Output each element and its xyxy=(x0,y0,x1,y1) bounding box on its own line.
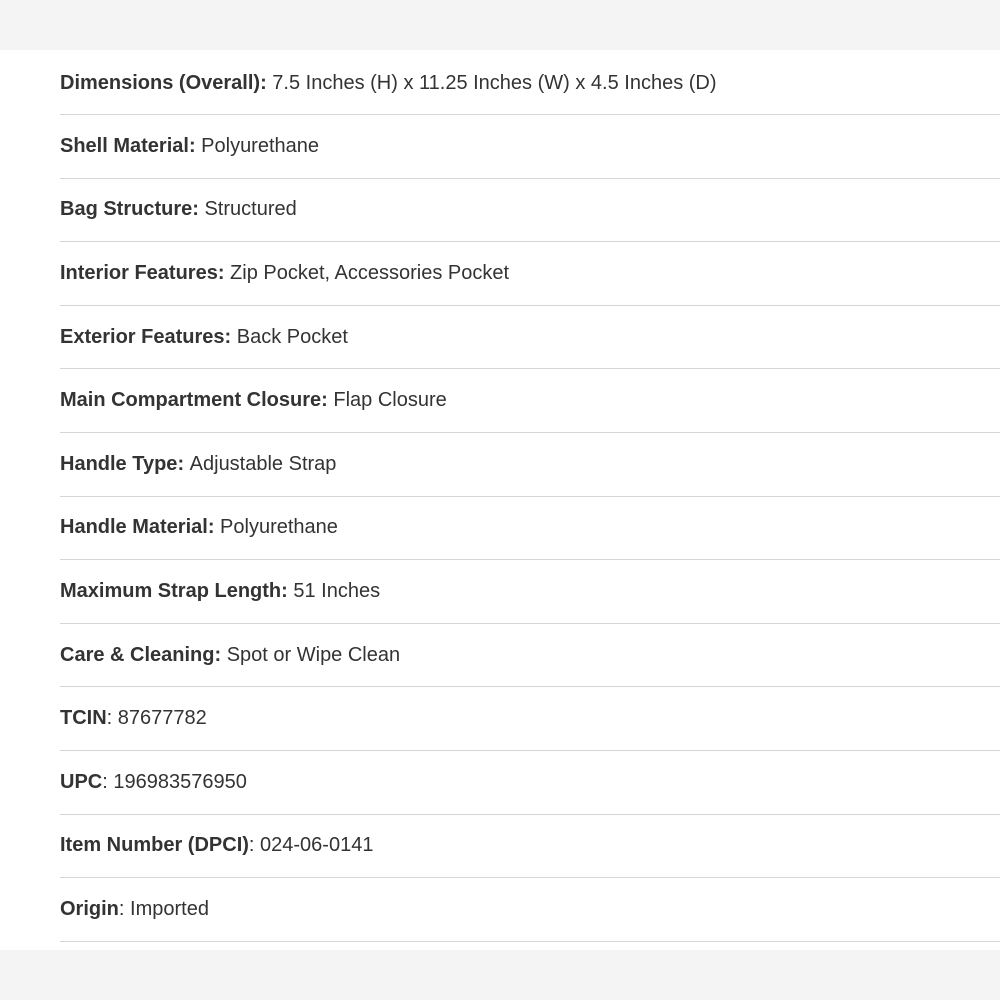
spec-label: UPC xyxy=(60,770,103,793)
spec-separator: : xyxy=(260,71,273,94)
spec-separator: : xyxy=(248,834,261,857)
spec-separator: : xyxy=(214,643,227,666)
spec-label: Handle Material xyxy=(60,516,208,539)
spec-row-dimensions xyxy=(60,52,1000,115)
spec-label: Interior Features xyxy=(60,261,218,284)
spec-row-item-number-dpci xyxy=(60,815,1000,879)
spec-value: Imported xyxy=(130,897,209,920)
specifications-list xyxy=(60,52,1000,942)
spec-row-shell-material xyxy=(60,115,1000,179)
spec-value: 51 Inches xyxy=(293,579,381,602)
spec-separator: : xyxy=(217,261,231,284)
spec-separator: : xyxy=(118,897,131,920)
spec-separator: : xyxy=(106,707,118,730)
spec-value: 196983576950 xyxy=(113,770,247,793)
spec-separator: : xyxy=(207,516,221,539)
spec-value: Structured xyxy=(204,198,297,221)
spec-value: 024-06-0141 xyxy=(260,834,374,857)
spec-separator: : xyxy=(192,198,205,221)
spec-value: Flap Closure xyxy=(333,389,447,412)
spec-value: 7.5 Inches (H) x 11.25 Inches (W) x 4.5 Inches (D) xyxy=(272,71,717,94)
spec-label: Item Number (DPCI) xyxy=(60,834,249,857)
spec-label: Maximum Strap Length xyxy=(60,579,282,602)
spec-label: Handle Type xyxy=(60,452,178,475)
spec-separator: : xyxy=(281,579,294,602)
spec-value: Polyurethane xyxy=(201,134,320,157)
spec-row-handle-material xyxy=(60,497,1000,561)
spec-value: Adjustable Strap xyxy=(189,452,337,475)
spec-label: Origin xyxy=(60,897,119,920)
spec-row-exterior-features xyxy=(60,306,1000,370)
spec-value: Back Pocket xyxy=(236,325,348,348)
spec-value: Zip Pocket, Accessories Pocket xyxy=(230,261,510,284)
spec-row-care-cleaning xyxy=(60,624,1000,688)
spec-separator: : xyxy=(188,134,202,157)
spec-row-handle-type xyxy=(60,433,1000,497)
spec-row-main-compartment-closure xyxy=(60,369,1000,433)
top-background-band xyxy=(0,0,1000,50)
bottom-background-band xyxy=(0,950,1000,1000)
spec-value: Spot or Wipe Clean xyxy=(226,643,401,666)
spec-separator: : xyxy=(321,389,334,412)
spec-row-interior-features xyxy=(60,242,1000,306)
spec-label: Bag Structure xyxy=(60,198,193,221)
spec-row-maximum-strap-length xyxy=(60,560,1000,624)
spec-separator: : xyxy=(177,452,190,475)
spec-separator: : xyxy=(224,325,237,348)
spec-row-origin xyxy=(60,878,1000,942)
spec-label: TCIN xyxy=(60,707,107,730)
spec-row-upc xyxy=(60,751,1000,815)
spec-separator: : xyxy=(102,770,114,793)
spec-label: Exterior Features xyxy=(60,325,225,348)
spec-value: Polyurethane xyxy=(220,516,338,539)
spec-row-tcin xyxy=(60,687,1000,751)
product-specifications-panel xyxy=(0,50,1000,950)
spec-label: Dimensions (Overall) xyxy=(60,71,261,94)
spec-label: Main Compartment Closure xyxy=(60,389,322,412)
spec-label: Care & Cleaning xyxy=(60,643,215,666)
spec-row-bag-structure xyxy=(60,179,1000,243)
spec-value: 87677782 xyxy=(117,707,207,730)
spec-label: Shell Material xyxy=(60,134,189,157)
